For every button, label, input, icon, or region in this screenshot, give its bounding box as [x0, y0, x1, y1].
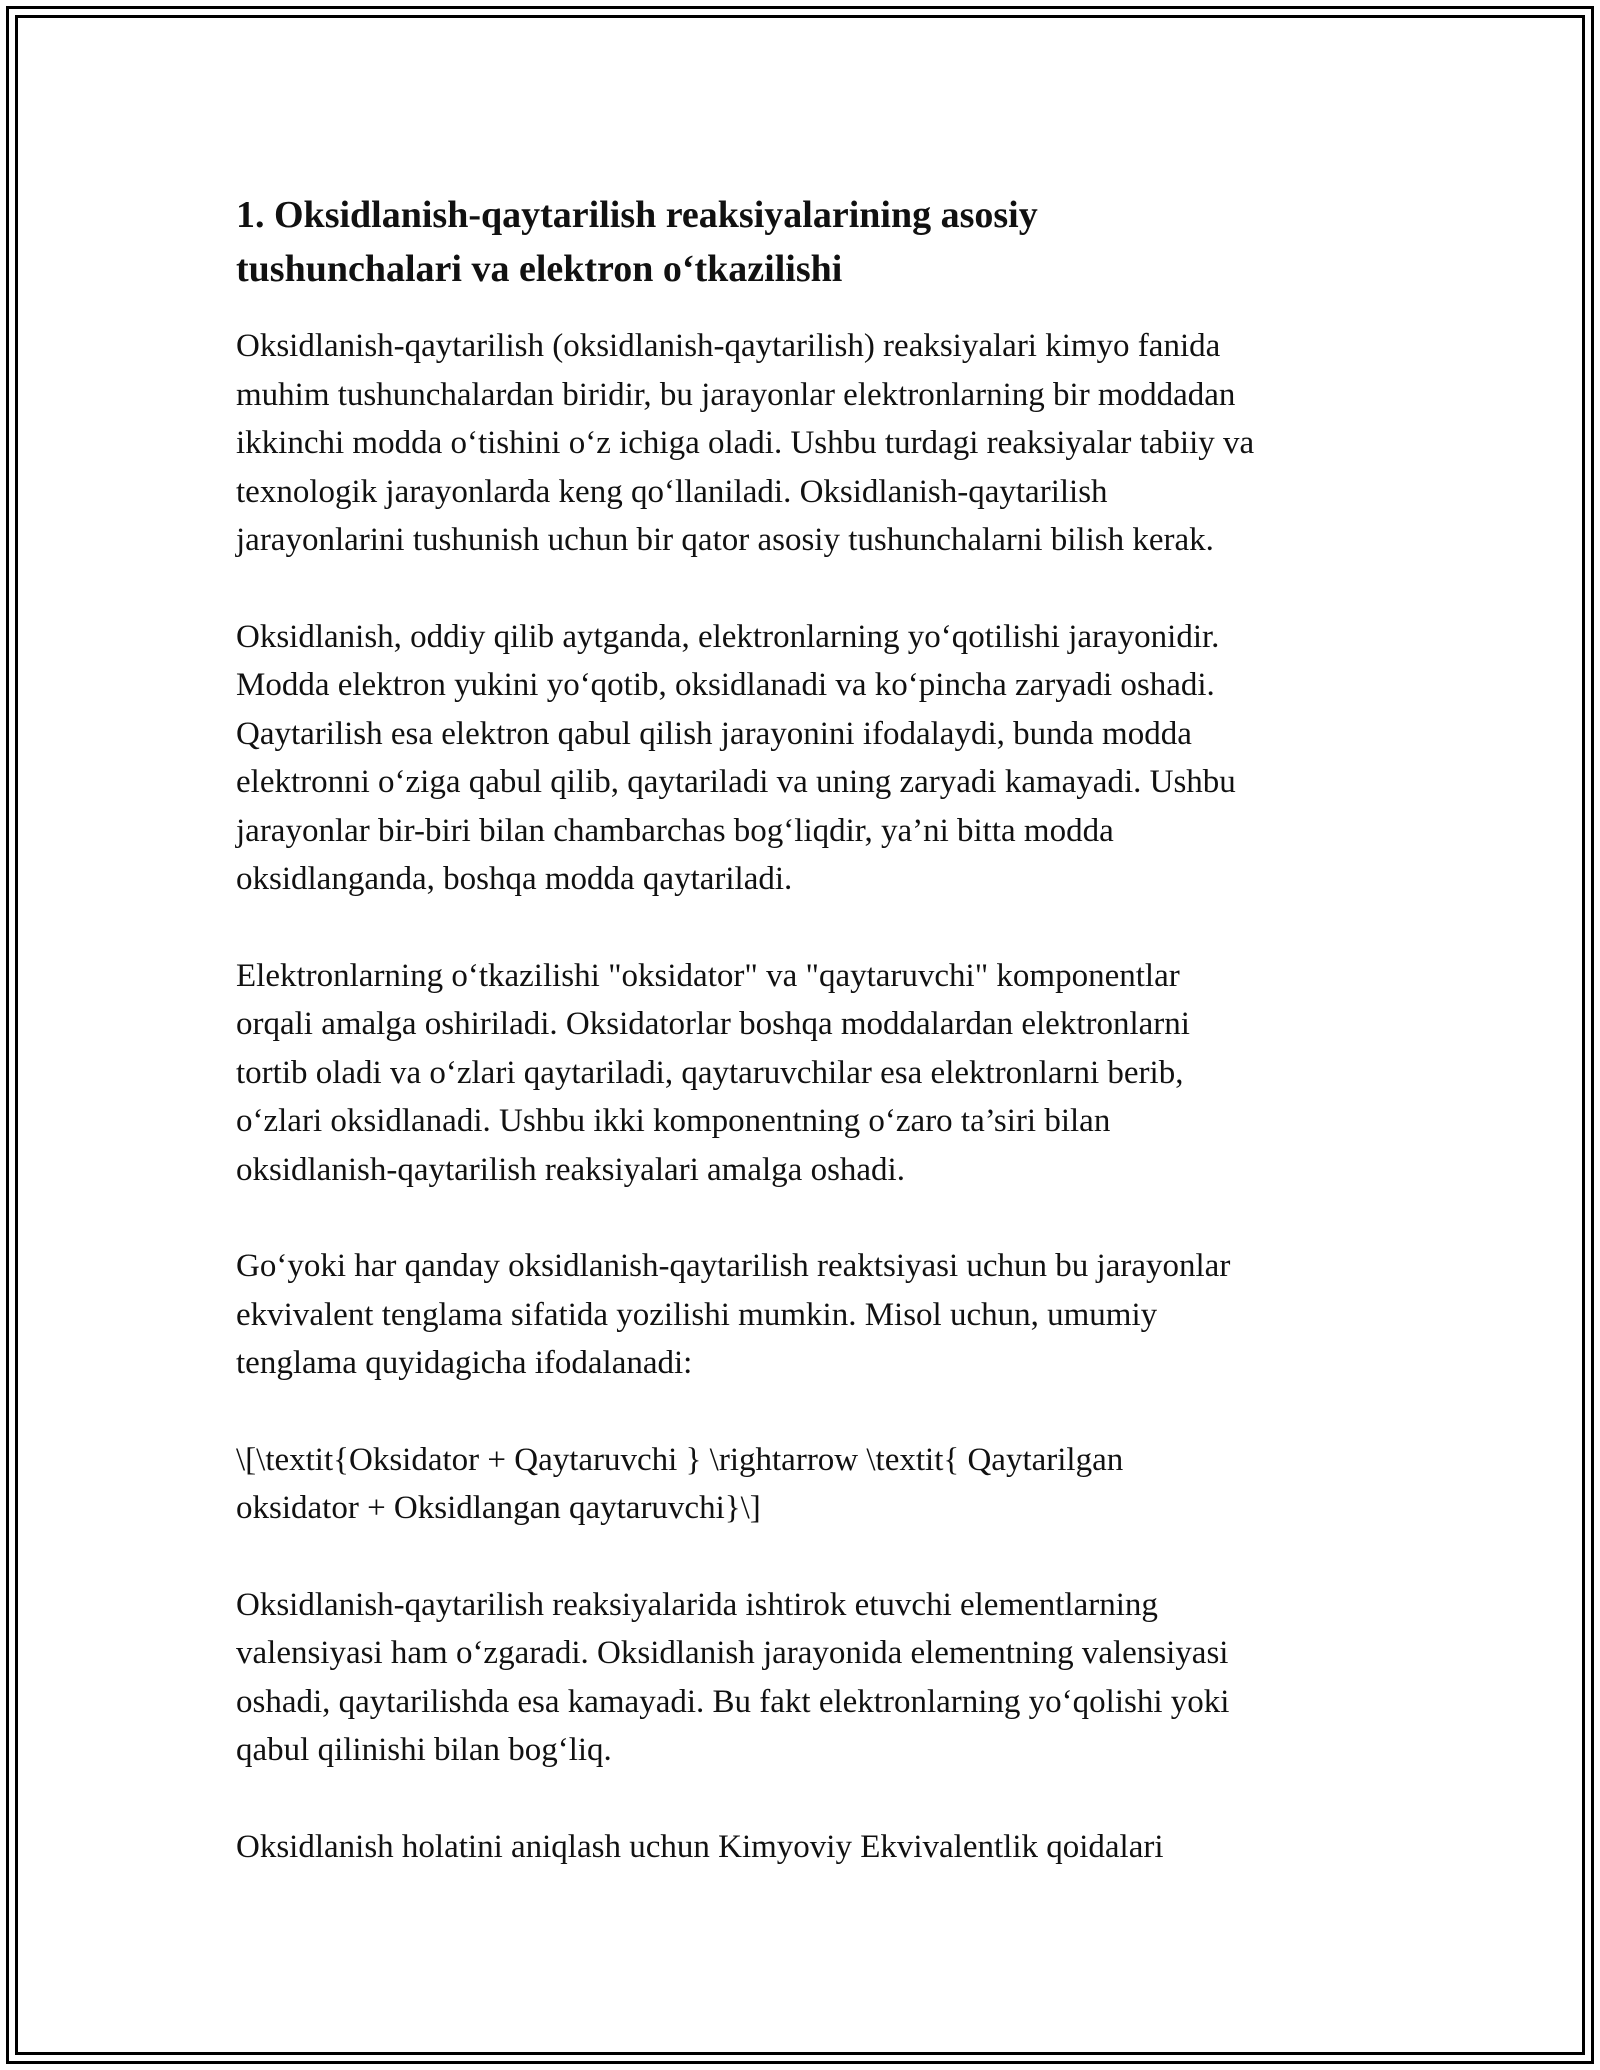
- section-heading: 1. Oksidlanish-qaytarilish reaksiyalarining asosiy tushunchalari va elektron o‘tkazilishi: [236, 194, 1038, 290]
- document-page: [236, 188, 1386, 1919]
- paragraph-intro: Oksidlanish-qaytarilish (oksidlanish-qaytarilish) reaksiyalari kimyo fanida muhim tushunchalardan biridir, bu jarayonlar elektronlarning bir moddadan ikkinchi modda o‘tishini o‘z ichiga oladi. Ushbu turdagi reaksiyalar tabiiy va texnologik jarayonlarda keng qo‘llaniladi. Oksidlanish-qaytarilish jarayonlarini tushunish uchun bir qator asosiy tushunchalarni bilish kerak.: [236, 328, 1255, 558]
- paragraph-oxidation-definition: Oksidlanish, oddiy qilib aytganda, elektronlarning yo‘qotilishi jarayonidir. Modda elektron yukini yo‘qotib, oksidlanadi va ko‘pincha zaryadi oshadi. Qaytarilish esa elektron qabul qilish jarayonini ifodalaydi, bunda modda elektronni o‘ziga qabul qilib, qaytariladi va uning zaryadi kamayadi. Ushbu jarayonlar bir-biri bilan chambarchas bog‘liqdir, ya’ni bitta modda oksidlanganda, boshqa modda qaytariladi.: [236, 618, 1236, 897]
- paragraph-electron-transfer: Elektronlarning o‘tkazilishi "oksidator" va "qaytaruvchi" komponentlar orqali amalga oshiriladi. Oksidatorlar boshqa moddalardan elektronlarni tortib oladi va o‘zlari qaytariladi, qaytaruvchilar esa elektronlarni berib, o‘zlari oksidlanadi. Ushbu ikki komponentning o‘zaro ta’siri bilan oksidlanish-qaytarilish reaksiyalari amalga oshadi.: [236, 957, 1190, 1188]
- paragraph-oxidation-state: Oksidlanish holatini aniqlash uchun Kimyoviy Ekvivalentlik qoidalari: [236, 1828, 1164, 1865]
- paragraph-general-equation-intro: Go‘yoki har qanday oksidlanish-qaytarilish reaktsiyasi uchun bu jarayonlar ekvivalent tenglama sifatida yozilishi mumkin. Misol uchun, umumiy tenglama quyidagicha ifodalanadi:: [236, 1248, 1231, 1381]
- paragraph-valence-change: Oksidlanish-qaytarilish reaksiyalarida ishtirok etuvchi elementlarning valensiyasi ham o‘zgaradi. Oksidlanish jarayonida elementning valensiyasi oshadi, qaytarilishda esa kamayadi. Bu fakt elektronlarning yo‘qolishi yoki qabul qilinishi bilan bog‘liq.: [236, 1586, 1230, 1768]
- equation-latex: \[\textit{Oksidator + Qaytaruvchi } \rightarrow \textit{ Qaytarilgan oksidator + Oksidlangan qaytaruvchi}\]: [236, 1441, 1124, 1526]
